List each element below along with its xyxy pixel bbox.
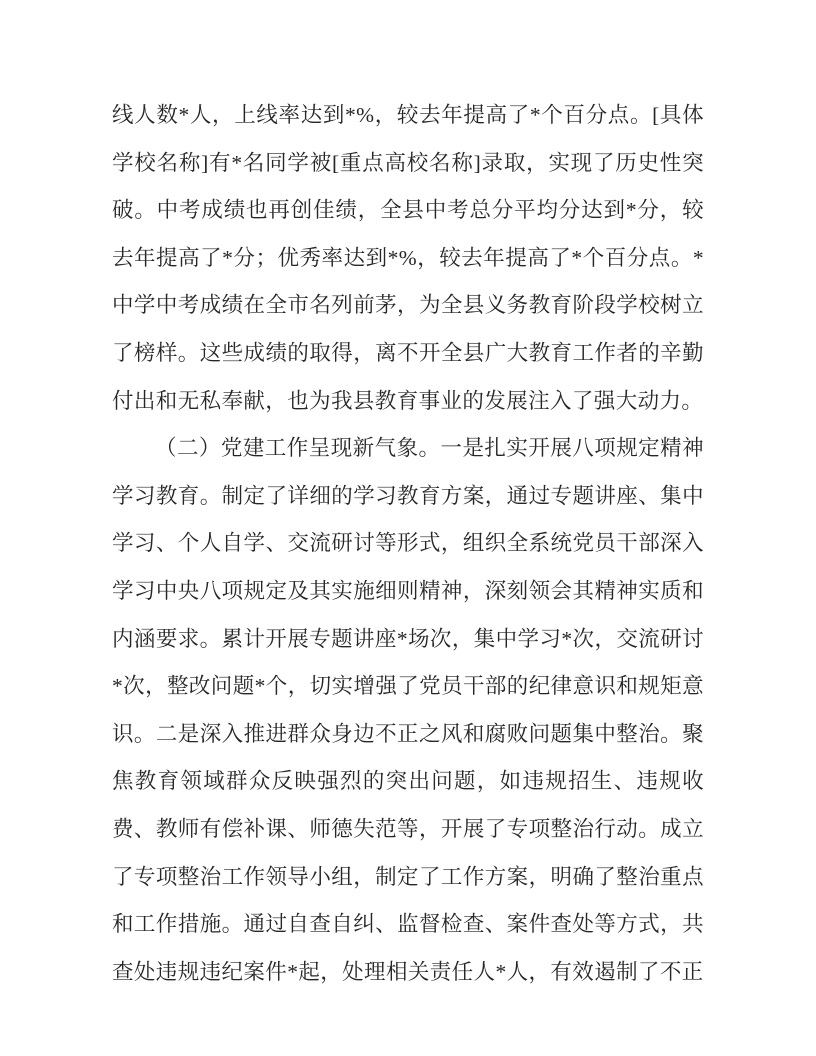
paragraph-continuation: 线人数*人，上线率达到*%，较去年提高了*个百分点。[具体学校名称]有*名同学被[重点高校名称]录取，实现了历史性突破。中考成绩也再创佳绩，全县中考总分平均分达到*分，较去年提高了*分；优秀率达到*%，较去年提高了*个百分点。*中学中考成绩在全市名列前茅，为全县义务教育阶段学校树立了榜样。这些成绩的取得，离不开全县广大教育工作者的辛勤付出和无私奉献，也为我县教育事业的发展注入了强大动力。	[112, 103, 704, 413]
paragraph-section-two: （二）党建工作呈现新气象。一是扎实开展八项规定精神学习教育。制定了详细的学习教育方案，通过专题讲座、集中学习、个人自学、交流研讨等形式，组织全系统党员干部深入学习中央八项规定及其实施细则精神，深刻领会其精神实质和内涵要求。累计开展专题讲座*场次，集中学习*次，交流研讨*次，整改问题*个，切实增强了党员干部的纪律意识和规矩意识。二是深入推进群众身边不正之风和腐败问题集中整治。聚焦教育领域群众反映强烈的突出问题，如违规招生、违规收费、教师有偿补课、师德失范等，开展了专项整治行动。成立了专项整治工作领导小组，制定了工作方案，明确了整治重点和工作措施。通过自查自纠、监督检查、案件查处等方式，共查处违规违纪案件*起，处理相关责任人*人，有效遏制了不正	[112, 436, 704, 984]
